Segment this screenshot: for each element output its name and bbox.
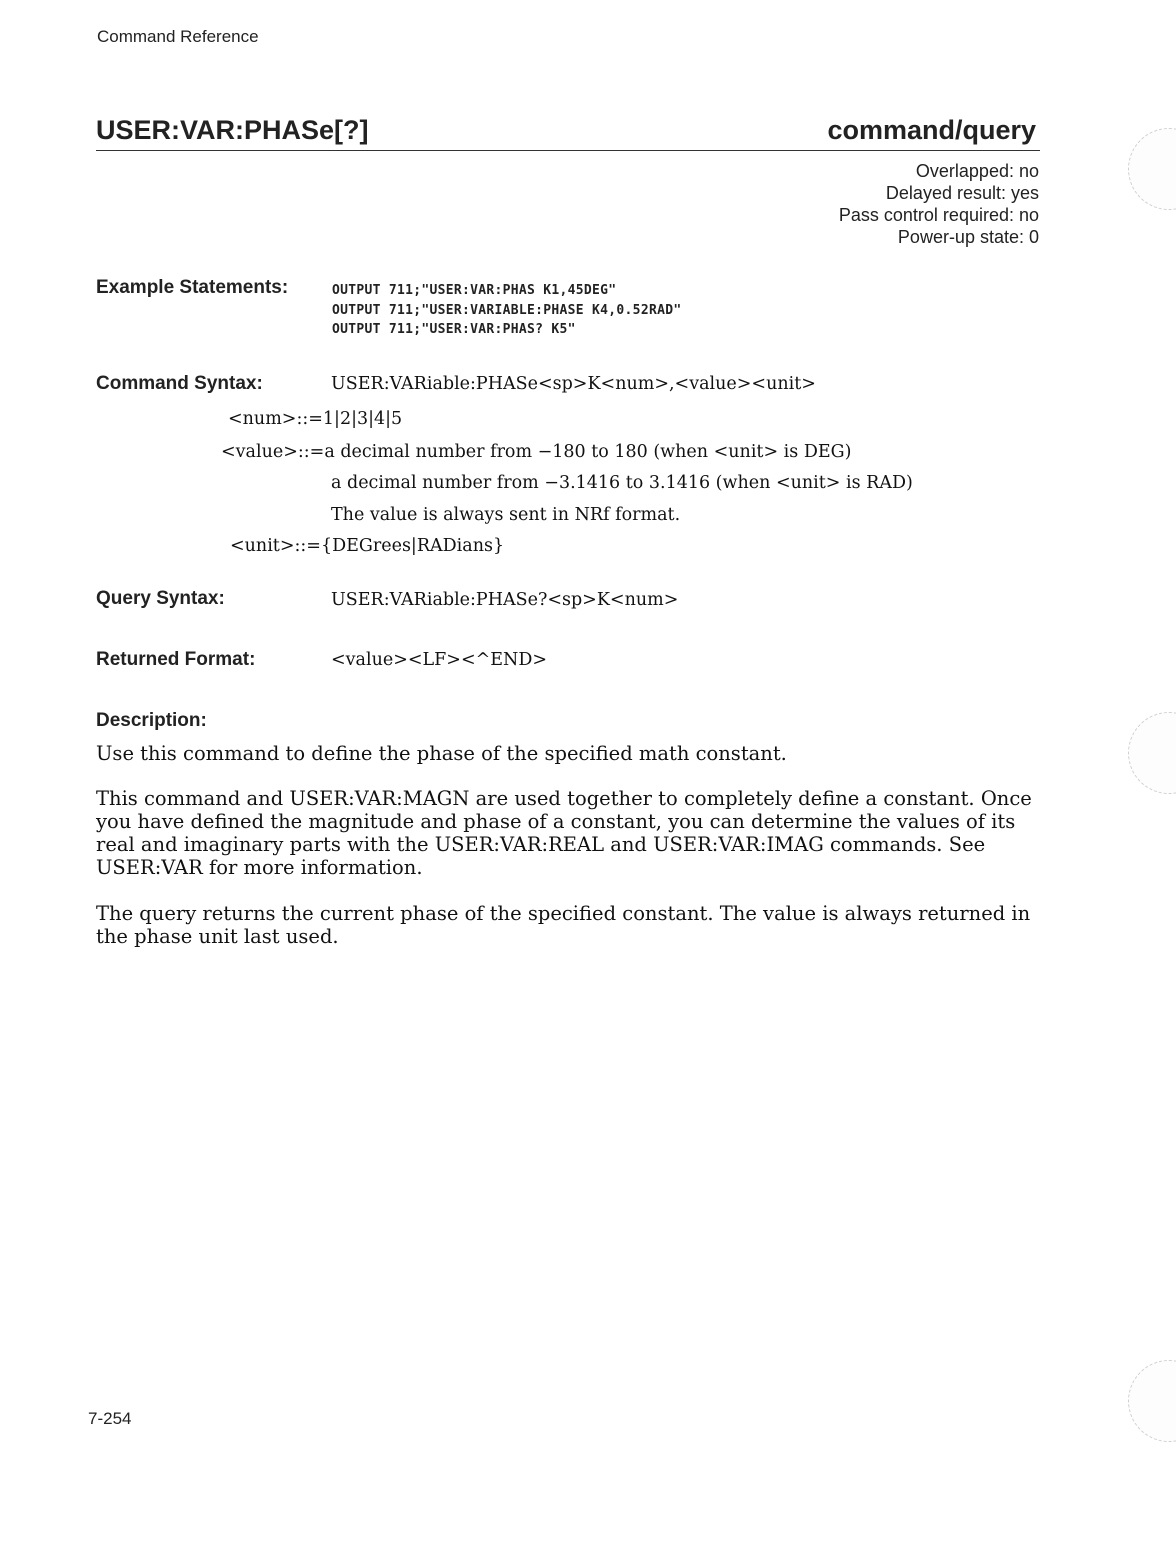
command-syntax-label: Command Syntax:: [96, 373, 263, 394]
value-format-note: The value is always sent in NRf format.: [331, 505, 681, 525]
example-line-3: OUTPUT 711;"USER:VAR:PHAS? K5": [332, 322, 576, 337]
example-line-1: OUTPUT 711;"USER:VAR:PHAS K1,45DEG": [332, 283, 617, 298]
command-type: command/query: [827, 115, 1036, 145]
example-statements-label: Example Statements:: [96, 277, 289, 298]
property-power-up-state: Power-up state: 0: [897, 227, 1039, 247]
punch-hole-middle: [1128, 712, 1176, 794]
description-paragraph-2: This command and USER:VAR:MAGN are used together to completely define a constant. Once you have defined the magnitude and phase of a constant, you can determine the values of its real and imaginary parts with the USER:VAR:REAL and USER:VAR:IMAG commands. See USER:VAR for more information.: [96, 787, 1032, 879]
description-paragraph-1: Use this command to define the phase of the specified math constant.: [96, 742, 787, 765]
running-header: Command Reference: [97, 27, 259, 46]
punch-hole-top: [1128, 128, 1176, 210]
title-rule: [96, 150, 1040, 151]
page-number: 7-254: [88, 1409, 132, 1428]
example-line-2: OUTPUT 711;"USER:VARIABLE:PHASE K4,0.52RAD": [332, 303, 682, 318]
description-paragraph-3: The query returns the current phase of the specified constant. The value is always returned in the phase unit last used.: [96, 902, 1031, 948]
punch-hole-bottom: [1128, 1360, 1176, 1442]
unit-definition: <unit>::={DEGrees|RADians}: [230, 536, 505, 556]
description-label: Description:: [96, 710, 207, 731]
query-syntax: USER:VARiable:PHASe?<sp>K<num>: [331, 590, 679, 610]
query-syntax-label: Query Syntax:: [96, 588, 225, 609]
command-title: USER:VAR:PHASe[?]: [96, 115, 369, 145]
num-definition: <num>::=1|2|3|4|5: [228, 409, 403, 429]
returned-format: <value><LF><^END>: [331, 650, 548, 670]
property-delayed-result: Delayed result: yes: [885, 183, 1039, 203]
command-syntax: USER:VARiable:PHASe<sp>K<num>,<value><unit>: [331, 374, 816, 394]
value-definition-rad: a decimal number from −3.1416 to 3.1416 (when <unit> is RAD): [331, 473, 913, 493]
value-definition: <value>::=a decimal number from −180 to 180 (when <unit> is DEG): [221, 442, 852, 462]
property-pass-control: Pass control required: no: [838, 205, 1039, 225]
returned-format-label: Returned Format:: [96, 649, 256, 670]
property-overlapped: Overlapped: no: [915, 161, 1039, 181]
